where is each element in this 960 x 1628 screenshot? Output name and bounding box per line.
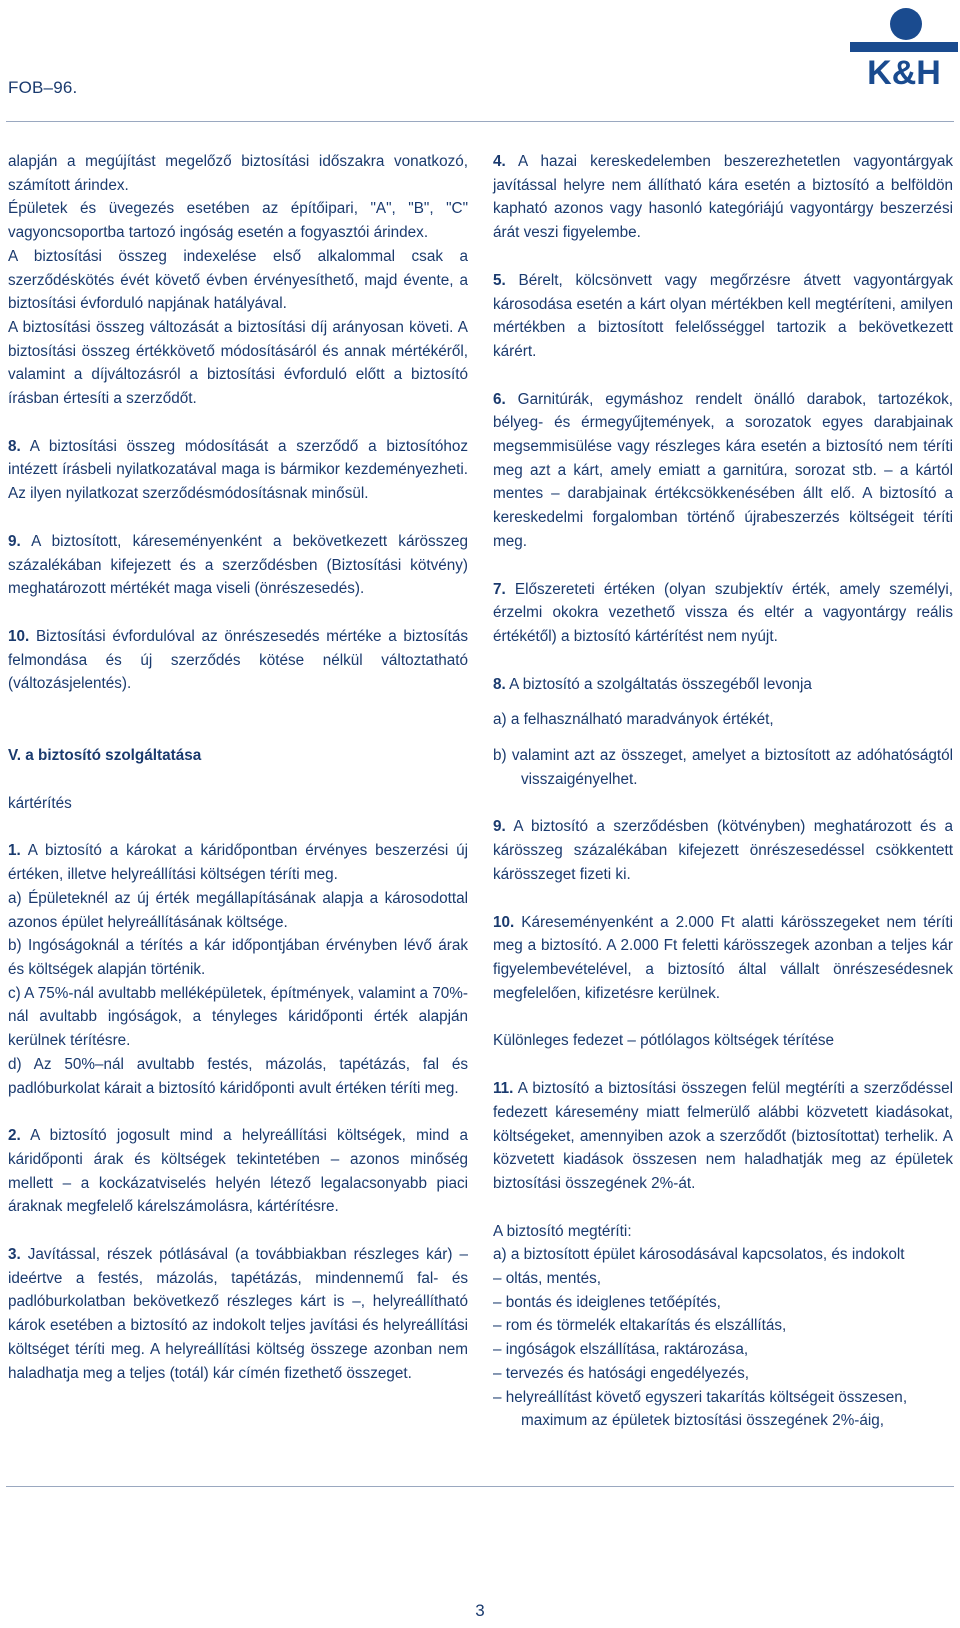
list-item: a) a biztosított épület károsodásával kapcsolatos, és indokolt <box>493 1246 905 1264</box>
clause-number: 7. <box>493 580 506 598</box>
clause-number: 4. <box>493 153 506 170</box>
paragraph: A biztosítási összeg változását a biztosítási díj arányosan követi. A biztosítási összeg értékkövető módosításáról és annak mértékéről, valamint a díjváltozásról a biztosítási évforduló előtt a biztosító írásban értesíti a szerződőt. <box>8 318 468 408</box>
clause-number: 1. <box>8 842 21 860</box>
logo-text: K&H <box>867 54 941 90</box>
document-code: FOB–96. <box>8 78 78 97</box>
clause-number: 5. <box>493 271 506 289</box>
clause-text: A biztosító jogosult mind a helyreállítási költségek, mind a káridőponti árak és költségek tekintetében – azonos minőség mellett – a kockázatviselés helyén létező legalacsonyabb piaci áraknak megfelelő kárelszámolásra, kártérítésre. <box>8 1127 468 1216</box>
dash-item: – helyreállítást követő egyszeri takarítás költségeit összesen, maximum az épületek biztosítási összegének 2%-áig, <box>493 1388 908 1430</box>
clause-text: Előszereteti értéken (olyan szubjektív érték, amely személyi, érzelmi okokra vezethető vissza és eltér a vagyontárgy reális értékétől) a biztosító kártérítést nem nyújt. <box>493 580 954 645</box>
clause-number: 9. <box>8 532 21 550</box>
list-item: b) Ingóságoknál a térítés a kár időpontjában érvényben lévő árak és költségek alapján történik. <box>8 937 468 978</box>
right-column <box>493 150 953 1433</box>
footer-divider <box>6 1486 954 1487</box>
service-5 <box>493 269 953 364</box>
header-divider <box>6 121 954 122</box>
section-title: V. a biztosító szolgáltatása <box>8 747 202 765</box>
clause-number: 2. <box>8 1127 21 1145</box>
clause-number: 10. <box>493 913 515 931</box>
page-number: 3 <box>475 1601 485 1620</box>
left-column <box>8 150 468 1385</box>
paragraph: alapján a megújítást megelőző biztosítási időszakra vonatkozó, számított árindex. <box>8 153 468 194</box>
clause-text: A biztosított, káreseményenként a bekövetkezett kárösszeg százalékában kifejezett és a szerződésben (Biztosítási kötvény) meghatározott mértékét maga viseli (önrészesedés). <box>8 532 469 598</box>
dash-item: – bontás és ideiglenes tetőépítés, <box>493 1293 721 1311</box>
special-cover-heading: Különleges fedezet – pótlólagos költségek térítése <box>493 1032 835 1050</box>
paragraph: Épületek és üvegezés esetében az építőipari, "A", "B", "C" vagyoncsoportba tartozó ingóság esetén a fogyasztói árindex. <box>8 200 468 242</box>
clause-10 <box>8 625 468 696</box>
clause-text: A biztosító a biztosítási összegen felül megtéríti a szerződéssel fedezett káresemény miatt felmerülő alábbi közvetett kiadásokat, költségeket, amennyiben azok a szerződőt (biztosítottat) terhelik. A közvetett kiadások összesen nem haladhatják meg az épületek biztosítási összegének 2%-át. <box>493 1080 954 1192</box>
dash-item: – tervezés és hatósági engedélyezés, <box>493 1364 749 1382</box>
paragraph: A biztosítási összeg indexelése első alkalommal csak a szerződéskötés évét követő évben érvényesíthető, majd évente, a biztosítási évforduló napjának hatályával. <box>8 247 468 313</box>
clause-text: A biztosító a szolgáltatás összegéből levonja <box>509 675 812 693</box>
clause-text: A biztosítási összeg módosítását a szerződő a biztosítóhoz intézett írásbeli nyilatkozatával maga is bármikor kezdeményezheti. Az ilyen nyilatkozat szerződésmódosításnak minősül. <box>8 437 468 503</box>
clause-text: A biztosító a szerződésben (kötvényben) meghatározott és a kárösszeg százalékában kifejezett önrészesedéssel csökkentett kárösszeget fizeti ki. <box>493 818 953 883</box>
service-11 <box>493 1077 953 1196</box>
clause-number: 11. <box>493 1080 514 1098</box>
clause-text: Káreseményenként a 2.000 Ft alatti kárösszegeket nem téríti meg a biztosító. A 2.000 Ft feletti kárösszegek azonban a teljes kár figyelembevételével, a biztosító által vállalt önrészesédesnek megfelelően, kifizetésre kerülnek. <box>493 913 953 1002</box>
clause-9 <box>8 530 468 601</box>
clause-number: 10. <box>8 627 30 645</box>
subsection-title: kártérítés <box>8 794 72 812</box>
service-8 <box>493 673 953 697</box>
clause-text: Javítással, részek pótlásával (a továbbiakban részleges kár) – ideértve a festés, mázolás, tapétázás, mindennemű fal- és padlóburkolatban bekövetkező részleges kárt is –, helyreállítható károk esetében a biztosító az indokolt teljes javítási és helyreállítási költséget téríti meg. A helyreállítási költség összege azonban nem haladhatja meg a teljes (totál) kár címén fizethető összeget. <box>8 1246 469 1382</box>
clause-number: 6. <box>493 390 506 408</box>
clause-text: Bérelt, kölcsönvett vagy megőrzésre átvett vagyontárgyak károsodása esetén a kárt olyan mértékben kell megtéríteni, amilyen mértékben a biztosított felelősséggel tartozik a bekövetkezett kárért. <box>493 271 954 360</box>
dash-item: – rom és törmelék eltakarítás és elszállítás, <box>493 1317 787 1335</box>
service-3 <box>8 1243 468 1385</box>
dash-item: – ingóságok elszállítása, raktározása, <box>493 1341 749 1359</box>
service-7 <box>493 578 953 649</box>
reimburse-heading: A biztosító megtéríti: <box>493 1222 632 1240</box>
list-item: d) Az 50%–nál avultabb festés, mázolás, tapétázás, fal és padlóburkolat kárait a biztosító káridőponti avult értéken téríti meg. <box>8 1055 468 1097</box>
clause-text: A hazai kereskedelemben beszerezhetetlen vagyontárgyak javítással helyre nem állítható kára esetén a biztosító a belföldön kapható azonos vagy hasonló kategóriájú vagyontárgy beszerzési árát veszi figyelembe. <box>493 153 954 242</box>
clause-text: A biztosító a károkat a káridőpontban érvényes beszerzési új értéken, illetve helyreállítási költségen téríti meg. <box>8 842 468 884</box>
service-4 <box>493 150 953 245</box>
list-item: a) Épületeknél az új érték megállapításának alapja a károsodottal azonos épület helyreállításának költsége. <box>8 889 468 931</box>
service-2 <box>8 1124 468 1219</box>
list-item: b) valamint azt az összeget, amelyet a biztosított az adóhatóságtól visszaigényelhet. <box>493 747 953 788</box>
service-9 <box>493 815 953 886</box>
list-item: c) A 75%-nál avultabb melléképületek, építmények, valamint a 70%-nál avultabb ingóságok, a tényleges káridőponti érték alapján kerülnek térítésre. <box>8 984 469 1050</box>
clause-number: 3. <box>8 1246 21 1264</box>
list-item: a) a felhasználható maradványok értékét, <box>493 711 774 729</box>
clause-number: 8. <box>8 437 21 455</box>
service-1 <box>8 839 468 886</box>
clause-number: 9. <box>493 818 506 836</box>
kh-logo <box>850 4 958 90</box>
service-10 <box>493 911 953 1006</box>
clause-text: Garnitúrák, egymáshoz rendelt önálló darabok, tartozékok, bélyeg- és érmegyűjtemények, a sorozatok egyes darabjainak megsemmisülése vagy részleges kára esetén a biztosító nem téríti meg azt a kárt, amely emiatt a garnitúra, sorozat stb. – a kártól mentes – darabjainak értékcsökkenésében állt elő. A biztosító a kereskedelmi forgalomban történő újrabeszerzés költségeit téríti meg. <box>493 390 953 550</box>
clause-text: Biztosítási évfordulóval az önrészesedés mértéke a biztosítás felmondása és új szerződés kötése nélkül változtatható (változásjelentés). <box>8 627 469 693</box>
clause-8 <box>8 435 468 506</box>
clause-number: 8. <box>493 675 506 693</box>
service-6 <box>493 388 953 554</box>
dash-item: – oltás, mentés, <box>493 1270 601 1288</box>
page-header <box>0 0 960 122</box>
